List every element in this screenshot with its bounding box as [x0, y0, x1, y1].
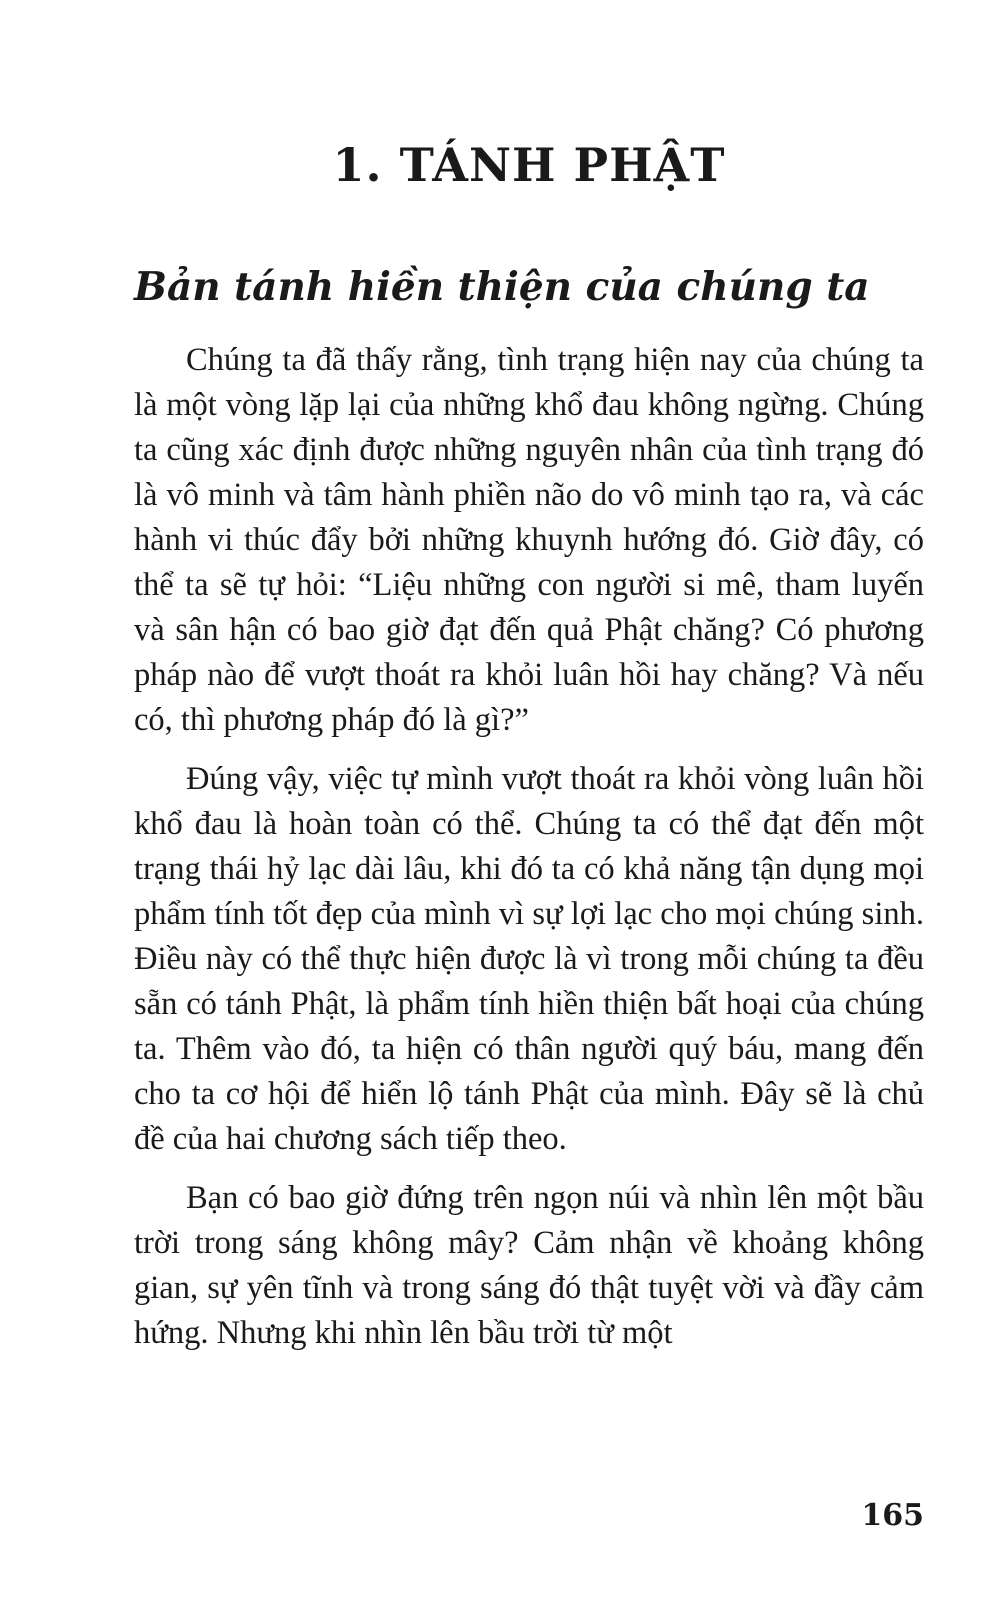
paragraph: Chúng ta đã thấy rằng, tình trạng hiện nay của chúng ta là một vòng lặp lại của những khổ đau không ngừng. Chúng ta cũng xác định được những nguyên nhân của tình trạng đó là vô minh và tâm hành phiền não do vô minh tạo ra, và các hành vi thúc đẩy bởi những khuynh hướng đó. Giờ đây, có thể ta sẽ tự hỏi: “Liệu những con người si mê, tham luyến và sân hận có bao giờ đạt đến quả Phật chăng? Có phương pháp nào để vượt thoát ra khỏi luân hồi hay chăng? Và nếu có, thì phương pháp đó là gì?” [134, 342, 924, 738]
paragraph: Đúng vậy, việc tự mình vượt thoát ra khỏi vòng luân hồi khổ đau là hoàn toàn có thể. Chúng ta có thể đạt đến một trạng thái hỷ lạc dài lâu, khi đó ta có khả năng tận dụng mọi phẩm tính tốt đẹp của mình vì sự lợi lạc cho mọi chúng sinh. Điều này có thể thực hiện được là vì trong mỗi chúng ta đều sẵn có tánh Phật, là phẩm tính hiền thiện bất hoại của chúng ta. Thêm vào đó, ta hiện có thân người quý báu, mang đến cho ta cơ hội để hiển lộ tánh Phật của mình. Đây sẽ là chủ đề của hai chương sách tiếp theo. [134, 761, 924, 1157]
page-number: 165 [861, 1498, 924, 1533]
section-heading: Bản tánh hiền thiện của chúng ta [134, 264, 870, 310]
paragraph: Bạn có bao giờ đứng trên ngọn núi và nhìn lên một bầu trời trong sáng không mây? Cảm nhận về khoảng không gian, sự yên tĩnh và trong sáng đó thật tuyệt vời và đầy cảm hứng. Nhưng khi nhìn lên bầu trời từ một [134, 1180, 924, 1351]
book-page [134, 0, 924, 1600]
chapter-title: 1. TÁNH PHẬT [332, 138, 726, 192]
body-text [134, 338, 924, 1370]
